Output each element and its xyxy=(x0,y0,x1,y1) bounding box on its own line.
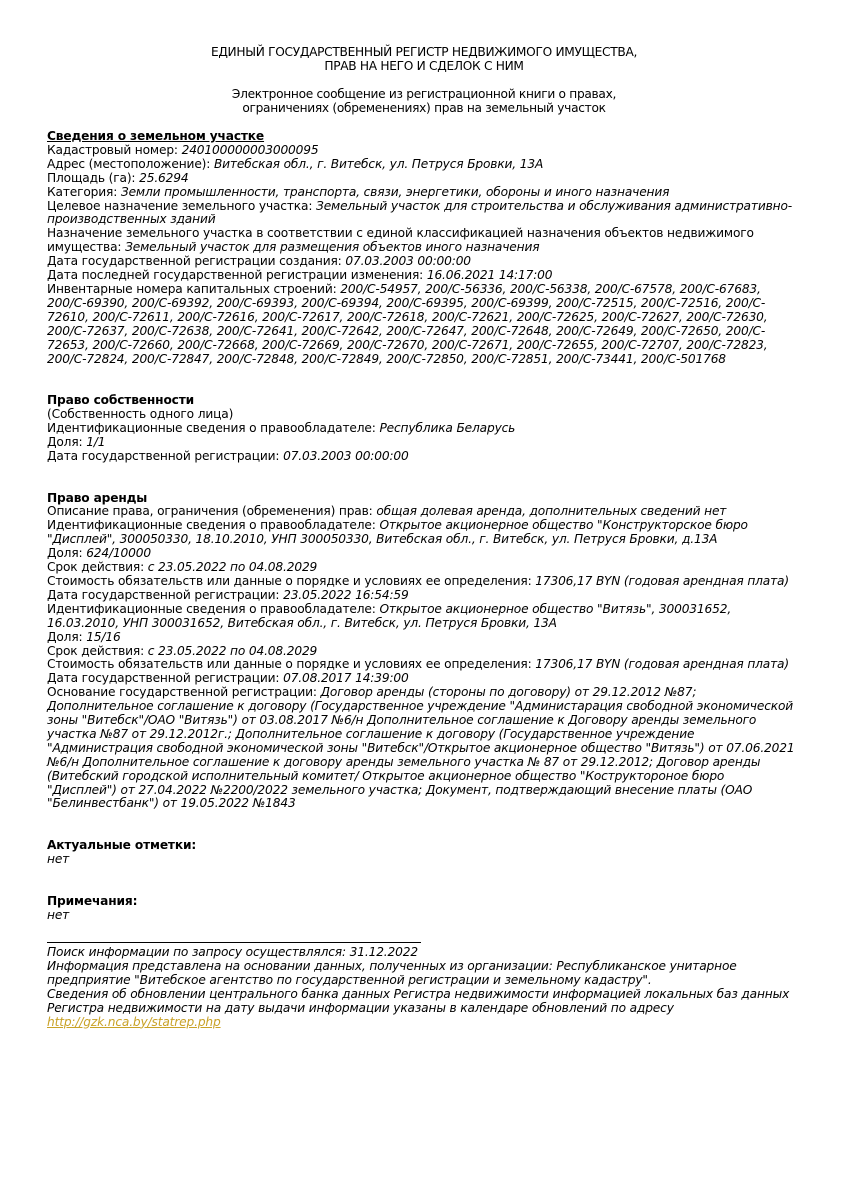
area-label: Площадь (га): xyxy=(47,170,140,185)
purpose-label: Целевое назначение земельного участка: xyxy=(47,198,317,213)
category-label: Категория: xyxy=(47,184,121,199)
created-date-value: 07.03.2003 00:00:00 xyxy=(345,254,471,269)
classifier-value: Земельный участок для размещения объектов иного назначения xyxy=(125,240,540,255)
reg-date-value: 07.03.2003 00:00:00 xyxy=(283,448,409,463)
lease-share-row xyxy=(47,547,797,561)
current-marks-value: нет xyxy=(47,852,70,867)
land-plot-section xyxy=(47,130,797,366)
spacer xyxy=(47,811,797,839)
share-label: Доля: xyxy=(47,434,87,449)
subtitle-line2: ограничениях (обременениях) прав на земельный участок xyxy=(242,101,606,115)
basis-label: Основание государственной регистрации: xyxy=(47,685,321,700)
cadastral-value: 240100000003000095 xyxy=(181,142,319,157)
changed-date-value: 16.06.2021 14:17:00 xyxy=(426,268,553,283)
term-label: Срок действия: xyxy=(47,560,148,575)
document-header xyxy=(0,45,848,115)
cadastral-number-row xyxy=(47,144,797,158)
reg-date-value: 07.08.2017 14:39:00 xyxy=(283,671,409,686)
lease-term-row xyxy=(47,561,797,575)
classifier-label: Назначение земельного участка в соответствии с единой классификацией назначения объектов недвижимого имущества: xyxy=(47,226,754,255)
spacer xyxy=(47,867,797,895)
category-row xyxy=(47,186,797,200)
ownership-title: Право собственности xyxy=(47,393,195,408)
holder-value: Республика Беларусь xyxy=(379,421,516,436)
area-row xyxy=(47,172,797,186)
address-label: Адрес (местоположение): xyxy=(47,156,214,171)
statrep-link[interactable]: http://gzk.nca.by/statrep.php xyxy=(47,1014,221,1029)
description-label: Описание права, ограничения (обременения) прав: xyxy=(47,504,377,519)
lease-title: Право аренды xyxy=(47,490,148,505)
reg-date-value: 23.05.2022 16:54:59 xyxy=(283,587,409,602)
current-marks-title: Актуальные отметки: xyxy=(47,838,197,853)
spacer xyxy=(47,366,797,394)
purpose-value: Земельный участок для строительства и обслуживания административно-производственных зданий xyxy=(47,198,792,227)
lease-share-row xyxy=(47,631,797,645)
created-date-label: Дата государственной регистрации создания: xyxy=(47,254,346,269)
holder-label: Идентификационные сведения о правообладателе: xyxy=(47,421,380,436)
changed-date-row xyxy=(47,269,797,283)
area-value: 25.6294 xyxy=(139,170,189,185)
holder-value: Открытое акционерное общество "Конструкторское бюро "Дисплей", 300050330, 18.10.2010, УНП 300050330, Витебская обл., г. Витебск, ул. Петруся Бровки, д.13А xyxy=(47,518,748,547)
document-footer xyxy=(47,942,817,1029)
lease-basis-row xyxy=(47,686,797,811)
lease-reg-date-row xyxy=(47,672,797,686)
message-subtitle xyxy=(0,87,848,115)
purpose-row xyxy=(47,200,797,228)
address-row xyxy=(47,158,797,172)
spacer xyxy=(47,464,797,492)
cadastral-label: Кадастровый номер: xyxy=(47,142,182,157)
category-value: Земли промышленности, транспорта, связи, энергетики, обороны и иного назначения xyxy=(120,184,670,199)
inventory-numbers-row xyxy=(47,283,797,366)
lease-cost-row xyxy=(47,575,797,589)
reg-date-label: Дата государственной регистрации: xyxy=(47,448,284,463)
current-marks-section xyxy=(47,839,797,867)
lease-reg-date-row xyxy=(47,589,797,603)
footer-divider xyxy=(47,942,421,943)
term-label: Срок действия: xyxy=(47,643,148,658)
lease-term-row xyxy=(47,645,797,659)
lease-holder-row xyxy=(47,519,797,547)
holder-label: Идентификационные сведения о правообладателе: xyxy=(47,518,380,533)
holder-label: Идентификационные сведения о правообладателе: xyxy=(47,601,380,616)
land-plot-title: Сведения о земельном участке xyxy=(47,129,265,143)
search-date: Поиск информации по запросу осуществлялся: 31.12.2022 xyxy=(47,945,418,959)
term-value: с 23.05.2022 по 04.08.2029 xyxy=(147,560,318,575)
share-value: 15/16 xyxy=(86,629,121,644)
ownership-type: (Собственность одного лица) xyxy=(47,407,234,422)
share-value: 1/1 xyxy=(86,434,106,449)
cost-label: Стоимость обязательств или данные о порядке и условиях ее определения: xyxy=(47,657,536,672)
register-title-line1: ЕДИНЫЙ ГОСУДАРСТВЕННЫЙ РЕГИСТР НЕДВИЖИМОГО ИМУЩЕСТВА, xyxy=(210,45,638,59)
cost-label: Стоимость обязательств или данные о порядке и условиях ее определения: xyxy=(47,573,536,588)
notes-value: нет xyxy=(47,907,70,922)
share-label: Доля: xyxy=(47,546,87,561)
description-value: общая долевая аренда, дополнительных сведений нет xyxy=(376,504,727,519)
lease-holder-row xyxy=(47,603,797,631)
address-value: Витебская обл., г. Витебск, ул. Петруся Бровки, 13А xyxy=(213,156,544,171)
term-value: с 23.05.2022 по 04.08.2029 xyxy=(147,643,318,658)
lease-cost-row xyxy=(47,658,797,672)
document-body xyxy=(47,130,797,923)
lease-description-row xyxy=(47,505,797,519)
ownership-section xyxy=(47,394,797,464)
inventory-value: 200/C-54957, 200/C-56336, 200/C-56338, 200/C-67578, 200/C-67683, 200/C-69390, 200/C-69392, 200/C-69393, 200/C-69394, 200/C-69395, 200/C-69399, 200/C-72515, 200/C-72516, 200/C-72610, 200/C-72611, 200/C-72616, 200/C-72617, 200/C-72618, 200/C-72621, 200/C-72625, 200/C-72627, 200/C-72630, 200/C-72637, 200/C-72638, 200/C-72641, 200/C-72642, 200/C-72647, 200/C-72648, 200/C-72649, 200/C-72650, 200/C-72653, 200/C-72660, 200/C-72668, 200/C-72669, 200/C-72670, 200/C-72671, 200/C-72655, 200/C-72707, 200/C-72823, 200/C-72824, 200/C-72847, 200/C-72848, 200/C-72849, 200/C-72850, 200/C-72851, 200/C-73441, 200/C-501768 xyxy=(47,281,768,366)
source-info: Информация представлена на основании данных, полученных из организации: Республиканское унитарное предприятие "Витебское агентство по государственной регистрации и земельному кадастру". xyxy=(47,958,737,987)
update-info: Сведения об обновлении центрального банка данных Регистра недвижимости информацией локальных баз данных Регистра недвижимости на дату выдачи информации указаны в календаре обновлений по адресу xyxy=(47,986,790,1015)
inventory-label: Инвентарные номера капитальных строений: xyxy=(47,281,341,296)
created-date-row xyxy=(47,255,797,269)
ownership-holder-row xyxy=(47,422,797,436)
cost-value: 17306,17 BYN (годовая арендная плата) xyxy=(535,573,789,588)
reg-date-label: Дата государственной регистрации: xyxy=(47,587,284,602)
holder-value: Открытое акционерное общество "Витязь", 300031652, 16.03.2010, УНП 300031652, Витебская обл., г. Витебск, ул. Петруся Бровки, 13А xyxy=(47,601,732,630)
reg-date-label: Дата государственной регистрации: xyxy=(47,671,284,686)
ownership-share-row xyxy=(47,436,797,450)
classifier-row xyxy=(47,227,797,255)
changed-date-label: Дата последней государственной регистрации изменения: xyxy=(47,268,427,283)
ownership-reg-date-row xyxy=(47,450,797,464)
register-title-line2: ПРАВ НА НЕГО И СДЕЛОК С НИМ xyxy=(324,59,524,73)
basis-value: Договор аренды (стороны по договору) от 29.12.2012 №87; Дополнительное соглашение к договору (Государственное учреждение "Администарация свободной экономической зоны "Витебск"/ОАО "Витязь") от 03.08.2017 №6/н Дополнительное соглашение к Договору аренды земельного участка №87 от 29.12.2012г.; Дополнительное соглашение к договору (Государственное учреждение "Администрация свободной экономической зоны "Витебск"/Открытое акционерное общество "Витязь") от 07.06.2021 №6/н Дополнительное соглашение к договору аренды земельного участка № 87 от 29.12.2012; Договор аренды (Витебский городской исполнительный комитет/ Открытое акционерное общество "Коструктороное бюро "Дисплей") от 27.04.2022 №2200/2022 земельного участка; Документ, подтверждающий внесение платы (ОАО "Белинвестбанк") от 19.05.2022 №1843 xyxy=(47,685,795,811)
notes-title: Примечания: xyxy=(47,893,138,908)
lease-section xyxy=(47,492,797,812)
share-value: 624/10000 xyxy=(86,546,151,561)
notes-section xyxy=(47,895,797,923)
cost-value: 17306,17 BYN (годовая арендная плата) xyxy=(535,657,789,672)
share-label: Доля: xyxy=(47,629,87,644)
subtitle-line1: Электронное сообщение из регистрационной книги о правах, xyxy=(231,87,617,101)
